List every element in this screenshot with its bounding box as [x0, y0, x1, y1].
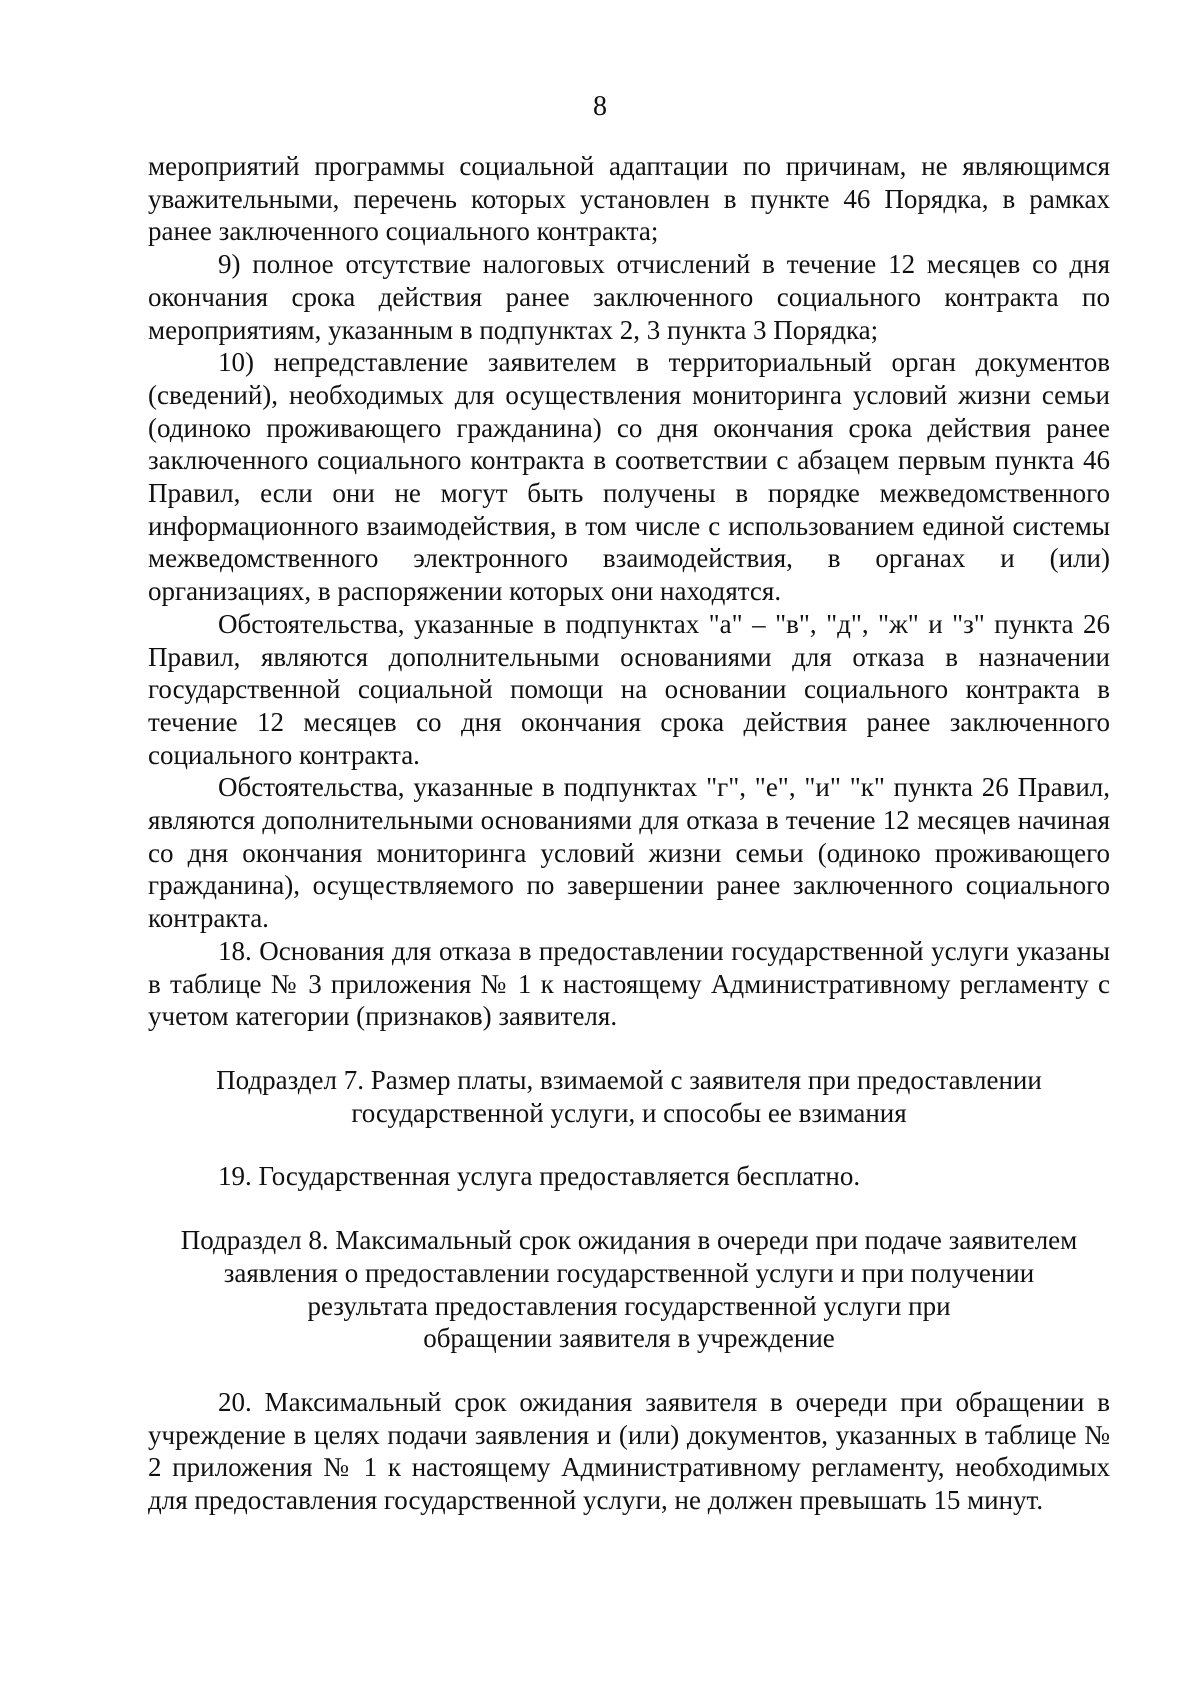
subsection-8-heading-line-3: результата предоставления государственной услуги при [307, 1290, 951, 1321]
subsection-7-heading-line-1: Подраздел 7. Размер платы, взимаемой с заявителя при предоставлении [216, 1064, 1042, 1095]
paragraph-continuation: мероприятий программы социальной адаптации по причинам, не являющимся уважительными, перечень которых установлен в пункте 46 Порядка, в рамках ранее заключенного социального контракта; [148, 151, 1110, 247]
subsection-8-heading-line-4: обращении заявителя в учреждение [423, 1323, 835, 1354]
subsection-7-heading-line-2: государственной услуги, и способы ее взимания [351, 1097, 907, 1128]
subsection-7-heading [148, 1064, 1110, 1129]
paragraph-circumstances-2: Обстоятельства, указанные в подпунктах "г", "е", "и" "к" пункта 26 Правил, являются дополнительными основаниями для отказа в течение 12 месяцев начиная со дня окончания мониторинга условий жизни семьи (одиноко проживающего гражданина), осуществляемого по завершении ранее заключенного социального контракта. [148, 772, 1110, 934]
document-body [148, 150, 1110, 1517]
subsection-8-heading-line-1: Подраздел 8. Максимальный срок ожидания в очереди при подаче заявителем [180, 1225, 1078, 1256]
paragraph-circumstances-1: Обстоятельства, указанные в подпунктах "а" – "в", "д", "ж" и "з" пункта 26 Правил, являются дополнительными основаниями для отказа в назначении государственной социальной помощи на основании социального контракта в течение 12 месяцев со дня окончания срока действия ранее заключенного социального контракта. [148, 608, 1110, 770]
subsection-8-heading [148, 1224, 1110, 1355]
page-number: 8 [593, 91, 607, 122]
subsection-8-heading-line-2: заявления о предоставлении государственной услуги и при получении [223, 1257, 1035, 1288]
paragraph-item-19: 19. Государственная услуга предоставляется бесплатно. [218, 1161, 861, 1192]
paragraph-item-10: 10) непредставление заявителем в территориальный орган документов (сведений), необходимых для осуществления мониторинга условий жизни семьи (одиноко проживающего гражданина) со дня окончания срока действия ранее заключенного социального контракта в соответствии с абзацем первым пункта 46 Правил, если они не могут быть получены в порядке межведомственного информационного взаимодействия, в том числе с использованием единой системы межведомственного электронного взаимодействия, в органах и (или) организациях, в распоряжении которых они находятся. [148, 347, 1110, 607]
paragraph-item-9: 9) полное отсутствие налоговых отчислений в течение 12 месяцев со дня окончания срока действия ранее заключенного социального контракта по мероприятиям, указанным в подпунктах 2, 3 пункта 3 Порядка; [148, 249, 1110, 345]
paragraph-item-18: 18. Основания для отказа в предоставлении государственной услуги указаны в таблице № 3 приложения № 1 к настоящему Административному регламенту с учетом категории (признаков) заявителя. [148, 935, 1110, 1032]
paragraph-item-20: 20. Максимальный срок ожидания заявителя в очереди при обращении в учреждение в целях подачи заявления и (или) документов, указанных в таблице № 2 приложения № 1 к настоящему Административному регламенту, необходимых для предоставления государственной услуги, не должен превышать 15 минут. [148, 1386, 1110, 1516]
